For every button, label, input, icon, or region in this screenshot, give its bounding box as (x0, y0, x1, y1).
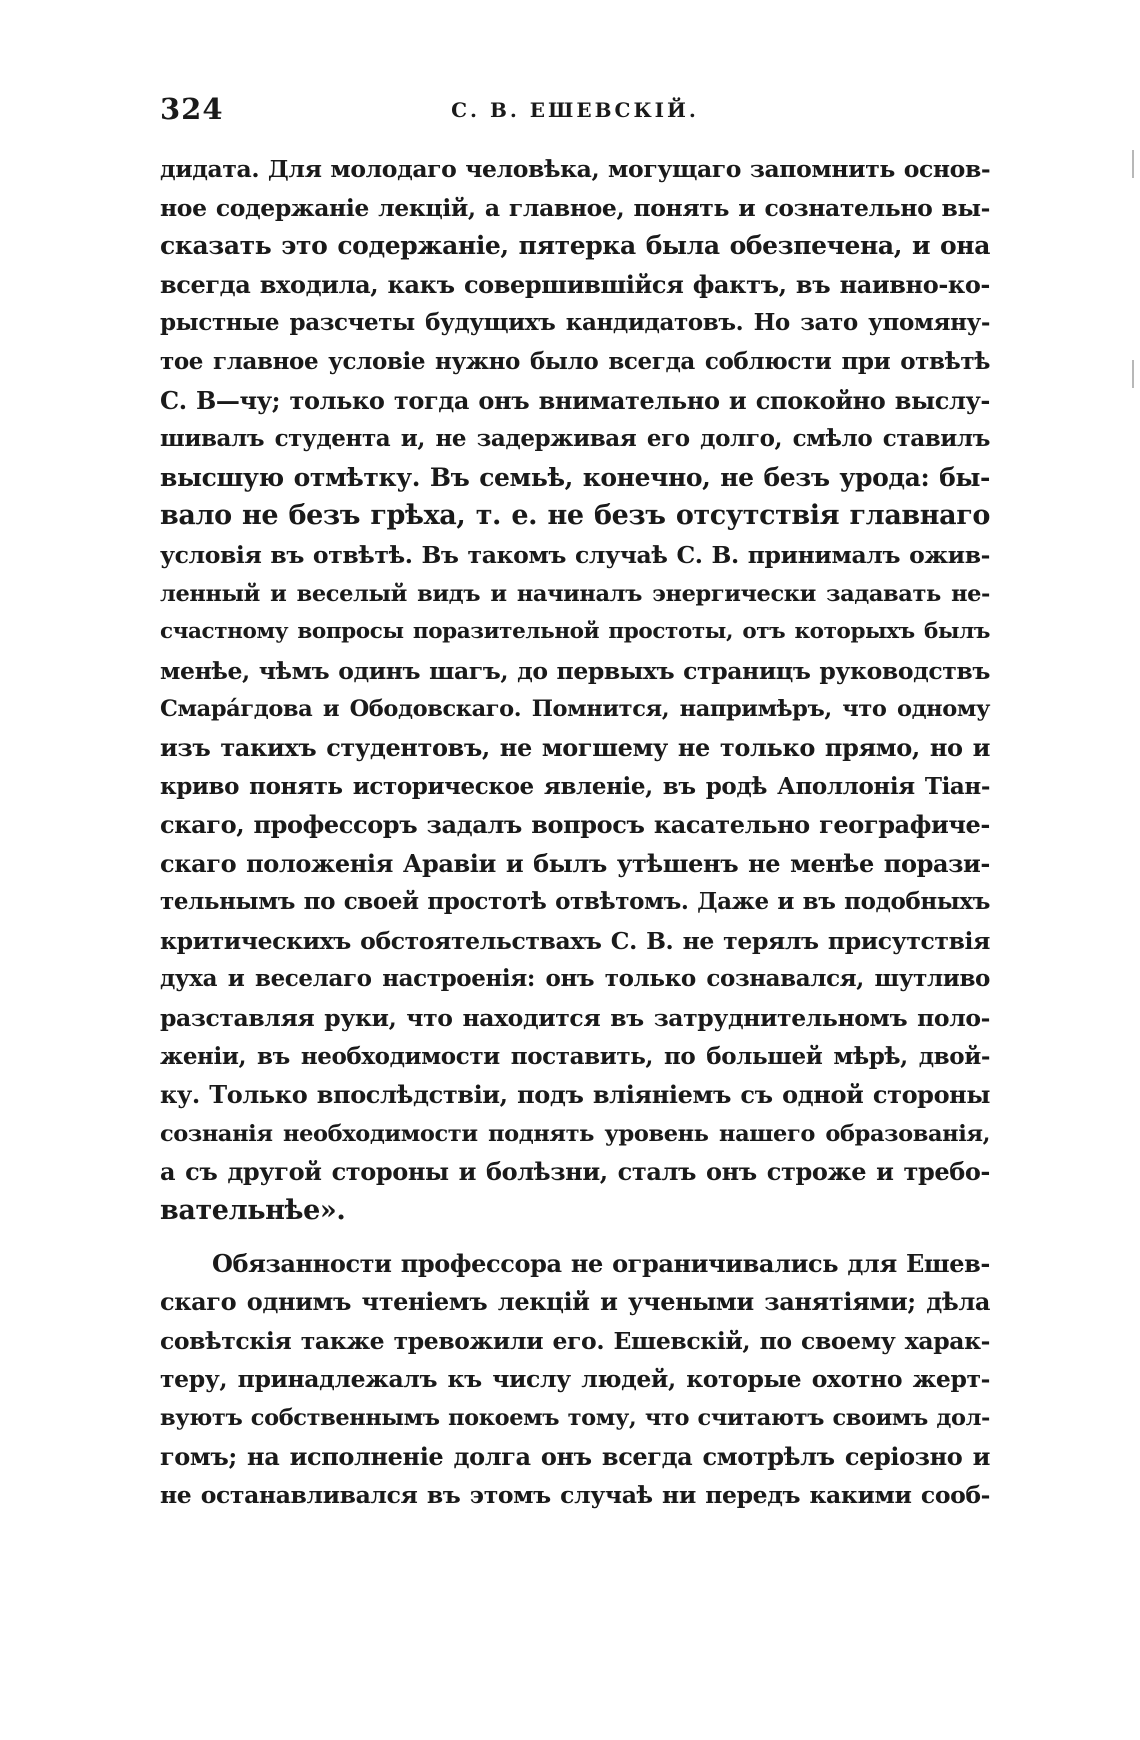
text-line: ку. Только впослѣдствіи, подъ вліяніемъ съ одной стороны (160, 1080, 990, 1110)
paragraph-1 (160, 150, 990, 1231)
text-line: тельнымъ по своей простотѣ отвѣтомъ. Даже и въ подобныхъ (160, 888, 990, 916)
page-header (160, 92, 990, 136)
text-line: ное содержаніе лекцій, а главное, понять и сознательно вы- (160, 193, 990, 222)
text-line: дидата. Для молодаго человѣка, могущаго запомнить основ- (160, 155, 991, 183)
text-line: скаго положенія Аравіи и былъ утѣшенъ не менѣе порази- (160, 848, 990, 878)
running-head: С. В. ЕШЕВСКІЙ. (451, 98, 699, 122)
text-line: ленный и веселый видъ и начиналъ энергически задавать не- (160, 580, 990, 607)
text-line: критическихъ обстоятельствахъ С. В. не терялъ присутствія (160, 926, 990, 955)
paragraph-2 (160, 1245, 990, 1515)
book-page (160, 92, 990, 1515)
paragraph-gap (160, 1231, 990, 1245)
text-line: высшую отмѣтку. Въ семьѣ, конечно, не безъ урода: бы- (160, 462, 990, 492)
text-line: рыстные разсчеты будущихъ кандидатовъ. Но зато упомяну- (160, 309, 990, 337)
text-line: не останавливался въ этомъ случаѣ ни передъ какими сооб- (160, 1481, 990, 1510)
text-line: вательнѣе». (160, 1195, 346, 1227)
text-line: гомъ; на исполненіе долга онъ всегда смотрѣлъ серіозно и (160, 1441, 990, 1471)
text-line: изъ такихъ студентовъ, не могшему не только прямо, но и (160, 732, 990, 762)
text-line: совѣтскія также тревожили его. Ешевскій, по своему харак- (160, 1326, 990, 1355)
text-line: всегда входила, какъ совершившійся фактъ, въ наивно-ко- (160, 269, 990, 299)
text-line: менѣе, чѣмъ одинъ шагъ, до первыхъ страницъ руководствъ (160, 656, 990, 685)
text-line: шивалъ студента и, не задерживая его долго, смѣло ставилъ (160, 425, 990, 453)
text-line: женіи, въ необходимости поставить, по большей мѣрѣ, двой- (160, 1042, 990, 1070)
text-line: вало не безъ грѣха, т. е. не безъ отсутствія главнаго (160, 500, 990, 532)
text-line: разставляя руки, что находится въ затруднительномъ поло- (160, 1004, 990, 1033)
text-line: сказать это содержаніе, пятерка была обезпечена, и она (160, 231, 990, 261)
text-line: теру, принадлежалъ къ числу людей, которые охотно жерт- (160, 1365, 990, 1394)
text-line: скаго однимъ чтеніемъ лекцій и учеными занятіями; дѣла (160, 1287, 990, 1317)
text-line: тое главное условіе нужно было всегда соблюсти при отвѣтѣ (160, 347, 990, 375)
text-line: а съ другой стороны и болѣзни, сталъ онъ строже и требо- (160, 1157, 990, 1187)
text-line: вуютъ собственнымъ покоемъ тому, что считаютъ своимъ дол- (160, 1405, 990, 1431)
scan-edge-mark (1132, 150, 1134, 178)
page-number: 324 (160, 92, 224, 126)
text-line: счастному вопросы поразительной простоты, отъ которыхъ былъ (160, 619, 990, 645)
text-line: скаго, профессоръ задалъ вопросъ касательно географиче- (160, 810, 990, 840)
text-line: криво понять историческое явленіе, въ родѣ Аполлонія Тіан- (160, 772, 990, 800)
text-line: условія въ отвѣтѣ. Въ такомъ случаѣ С. В. принималъ ожив- (160, 540, 990, 569)
text-line: сознанія необходимости поднять уровень нашего образованія, (160, 1120, 990, 1147)
text-line: Смара́гдова и Ободовскаго. Помнится, напримѣръ, что одному (160, 696, 990, 723)
text-line: С. В—чу; только тогда онъ внимательно и спокойно выслу- (160, 385, 990, 415)
text-line: Обязанности профессора не ограничивались для Ешев- (212, 1248, 990, 1278)
text-line: духа и веселаго настроенія: онъ только сознавался, шутливо (160, 965, 990, 993)
scan-edge-mark (1132, 360, 1134, 388)
